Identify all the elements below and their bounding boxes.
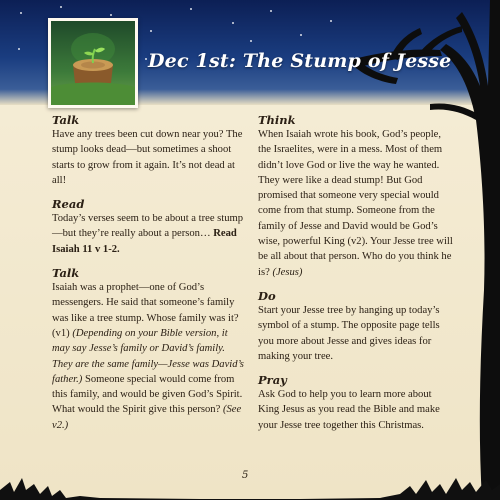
think-text: When Isaiah wrote his book, God’s people, the Israelites, were in a mess. Most of them didn’t love God or live the way he wanted. They were like a dead stump! But God promised that someone very special would come from that stump. Someone from the family of Jesse and David would be God’s wise, powerful King (v2). Your Jesse tree will be all about that person. Who do you think he is? <box>258 129 453 278</box>
section-talk-1 <box>52 113 244 188</box>
tree-stump-with-shoot-icon <box>51 21 135 105</box>
talk-note: (Depending on your Bible version, it may say Jesse’s family or David’s family. They are the same family—Jesse was David’s father.) <box>52 327 244 385</box>
talk-text-1: Isaiah was a prophet—one of God’s messengers. He said that someone’s family was like a tree stump. Whose family was it? (v1) <box>52 282 239 339</box>
section-think <box>258 113 453 280</box>
section-heading: Read <box>52 197 85 212</box>
right-column <box>258 113 453 442</box>
section-read <box>52 197 244 257</box>
section-heading: Talk <box>52 113 80 127</box>
section-text <box>258 127 453 280</box>
section-text: Start your Jesse tree by hanging up today’s symbol of a stump. The opposite page tells you more about Jesse and gives ideas for making your tree. <box>258 304 440 362</box>
section-text: Ask God to help you to learn more about King Jesus as you read the Bible and make your Jesse tree together this Christmas. <box>258 389 440 431</box>
left-column <box>52 113 244 442</box>
stump-illustration <box>48 18 138 108</box>
section-text <box>52 280 244 433</box>
think-answer: (Jesus) <box>272 266 303 278</box>
talk-text-2: Someone special would come from this family, and would be given God’s Spirit. What would the Spirit give this person? <box>52 373 243 416</box>
section-do <box>258 289 453 364</box>
section-text <box>52 211 244 257</box>
section-text: Have any trees been cut down near you? The stump looks dead—but sometimes a shoot starts to grow from it again. It’s not dead at all! <box>52 129 243 186</box>
section-heading: Pray <box>258 373 287 388</box>
talk-note-2: (See v2.) <box>52 404 242 431</box>
grass-silhouette-icon <box>0 460 500 500</box>
section-heading: Talk <box>52 266 80 281</box>
page-title: Dec 1st: The Stump of Jesse <box>148 50 452 72</box>
section-pray <box>258 373 453 433</box>
section-heading: Do <box>258 288 276 303</box>
section-heading: Think <box>258 113 296 127</box>
read-intro: Today’s verses seem to be about a tree stump—but they’re really about a person… <box>52 213 244 240</box>
bible-reference: Read Isaiah 11 v 1-2. <box>52 228 237 255</box>
section-talk-2 <box>52 266 244 433</box>
page-number: 5 <box>242 470 249 481</box>
